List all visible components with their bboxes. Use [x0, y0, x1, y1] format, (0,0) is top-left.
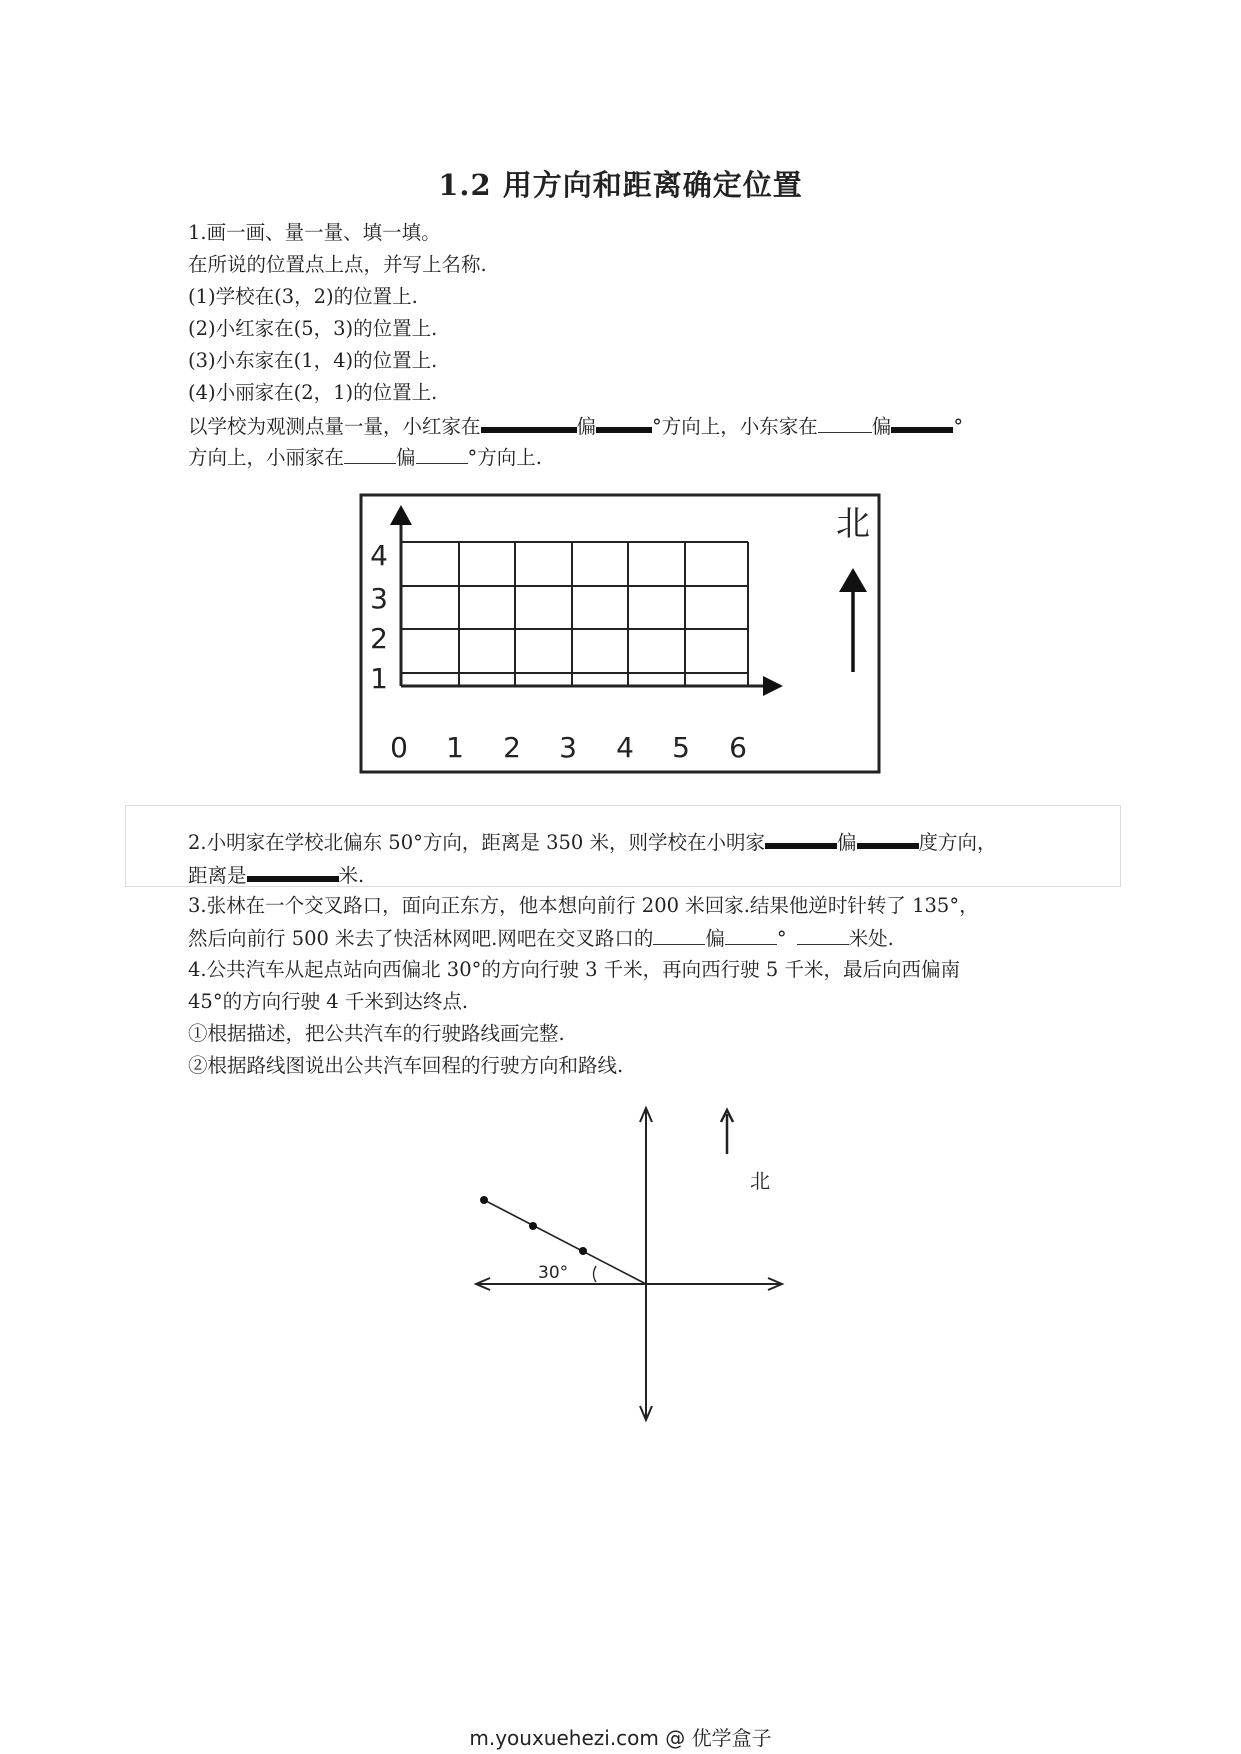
- y-tick-label: 2: [370, 622, 388, 655]
- q2-line-2: [188, 862, 364, 888]
- q1-fill2-text-c: °方向上.: [467, 446, 542, 469]
- x-tick-label: 2: [503, 731, 521, 764]
- angle-arc-icon: [594, 1266, 597, 1282]
- answer-blank[interactable]: [247, 862, 339, 882]
- q1-item-1: (1)学校在(3，2)的位置上.: [188, 285, 418, 308]
- answer-blank[interactable]: [653, 926, 705, 945]
- q1-fill-text-e: °: [953, 415, 964, 438]
- q1-fill-text-b: 偏: [576, 415, 597, 438]
- route-point: [579, 1247, 587, 1255]
- answer-blank[interactable]: [596, 413, 652, 433]
- y-tick-label: 1: [370, 662, 388, 695]
- x-tick-label: 5: [672, 731, 690, 764]
- q3-line-1: 3.张林在一个交叉路口，面向正东方，他本想向前行 200 米回家.结果他逆时针转了 135°，: [188, 894, 979, 917]
- q2-text-c: 度方向，: [918, 831, 997, 854]
- q4-line-2: 45°的方向行驶 4 千米到达终点.: [188, 990, 469, 1013]
- x-tick-label: 3: [559, 731, 577, 764]
- q1-fill2-text-a: 方向上，小丽家在: [188, 446, 345, 469]
- q3-text-d: 米处.: [848, 927, 894, 950]
- answer-blank[interactable]: [797, 926, 849, 945]
- answer-blank[interactable]: [725, 926, 777, 945]
- q4-sub-2: ②根据路线图说出公共汽车回程的行驶方向和路线.: [188, 1054, 624, 1077]
- y-tick-label: 3: [370, 582, 388, 615]
- q3-text-c: °: [776, 927, 787, 950]
- q2-text-e: 米.: [338, 864, 365, 887]
- x-tick-label: 4: [616, 731, 634, 764]
- y-tick-label: 4: [370, 539, 388, 572]
- north-label: 北: [750, 1169, 770, 1193]
- q1-fill-text-d: 偏: [871, 415, 892, 438]
- answer-blank[interactable]: [857, 829, 919, 849]
- q3-text-b: 偏: [705, 927, 725, 950]
- q2-text-d: 距离是: [188, 864, 247, 887]
- q1-fill2-text-b: 偏: [396, 446, 416, 469]
- route-point: [529, 1222, 537, 1230]
- north-label: 北: [836, 504, 870, 544]
- q1-heading: 1.画一画、量一量、填一填。: [188, 221, 441, 244]
- x-tick-label: 1: [446, 731, 464, 764]
- q1-fill-line-1: [188, 413, 963, 439]
- answer-blank[interactable]: [481, 413, 577, 433]
- coordinate-grid-figure: [355, 490, 887, 780]
- answer-blank[interactable]: [344, 445, 396, 464]
- q1-item-2: (2)小红家在(5，3)的位置上.: [188, 317, 438, 340]
- q1-fill-text-c: °方向上，小东家在: [652, 415, 818, 438]
- x-tick-label: 0: [390, 731, 408, 764]
- q1-fill-text-a: 以学校为观测点量一量，小红家在: [188, 415, 481, 438]
- answer-blank[interactable]: [765, 829, 837, 849]
- q3-line-2: [188, 926, 894, 951]
- answer-blank[interactable]: [818, 414, 872, 433]
- q1-fill-line-2: [188, 445, 542, 470]
- angle-label: 30°: [538, 1263, 569, 1283]
- route-diagram: [470, 1100, 800, 1430]
- q2-text-b: 偏: [836, 831, 857, 854]
- route-point: [480, 1196, 488, 1204]
- q1-instruction: 在所说的位置点上点，并写上名称.: [188, 253, 487, 276]
- footer-source: m.youxuehezi.com @ 优学盒子: [469, 1726, 772, 1750]
- q4-sub-1: ①根据描述，把公共汽车的行驶路线画完整.: [188, 1022, 565, 1045]
- q1-item-4: (4)小丽家在(2，1)的位置上.: [188, 381, 438, 404]
- answer-blank[interactable]: [891, 413, 953, 433]
- q4-line-1: 4.公共汽车从起点站向西偏北 30°的方向行驶 3 千米，再向西行驶 5 千米，最后向西偏南: [188, 958, 960, 981]
- answer-blank[interactable]: [416, 445, 468, 464]
- page-title: 1.2 用方向和距离确定位置: [438, 168, 803, 202]
- q3-text-a: 然后向前行 500 米去了快活林网吧.网吧在交叉路口的: [188, 927, 654, 950]
- q2-text-a: 2.小明家在学校北偏东 50°方向，距离是 350 米，则学校在小明家: [188, 831, 765, 854]
- q1-item-3: (3)小东家在(1，4)的位置上.: [188, 349, 438, 372]
- q2-line-1: [188, 829, 997, 855]
- x-tick-label: 6: [729, 731, 747, 764]
